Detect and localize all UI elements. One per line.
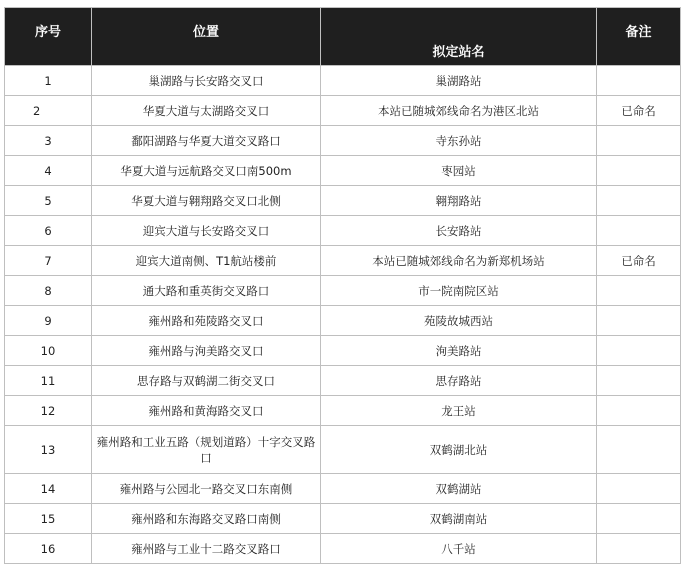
row-number: 2: [5, 96, 92, 126]
row-note: [597, 366, 681, 396]
row-location: 雍州路和工业五路（规划道路）十字交叉路口: [92, 426, 321, 474]
row-proposed-name: 洵美路站: [321, 336, 597, 366]
row-location: 雍州路和黄海路交叉口: [92, 396, 321, 426]
row-proposed-name: 双鹤湖站: [321, 474, 597, 504]
row-note: [597, 306, 681, 336]
row-number: 14: [5, 474, 92, 504]
table-row: [5, 474, 681, 504]
table-header-row: [5, 8, 681, 66]
row-location: 迎宾大道与长安路交叉口: [92, 216, 321, 246]
row-location: 华夏大道与翱翔路交叉口北侧: [92, 186, 321, 216]
row-proposed-name: 本站已随城郊线命名为港区北站: [321, 96, 597, 126]
table-row: [5, 336, 681, 366]
row-number: 4: [5, 156, 92, 186]
row-number: 9: [5, 306, 92, 336]
row-proposed-name: 双鹤湖北站: [321, 426, 597, 474]
row-location: 雍州路与洵美路交叉口: [92, 336, 321, 366]
header-proposed-name: 拟定站名: [321, 8, 597, 66]
row-proposed-name: 双鹤湖南站: [321, 504, 597, 534]
row-note: [597, 186, 681, 216]
table-row: [5, 534, 681, 564]
station-naming-table: [4, 7, 681, 564]
row-location: 巢湖路与长安路交叉口: [92, 66, 321, 96]
row-proposed-name: 巢湖路站: [321, 66, 597, 96]
row-number: 16: [5, 534, 92, 564]
table-row: [5, 306, 681, 336]
table-row: [5, 216, 681, 246]
row-note: [597, 126, 681, 156]
header-number: 序号: [5, 8, 92, 66]
header-note: 备注: [597, 8, 681, 66]
row-number: 12: [5, 396, 92, 426]
row-proposed-name: 寺东孙站: [321, 126, 597, 156]
row-number: 13: [5, 426, 92, 474]
table-row: [5, 276, 681, 306]
row-note: [597, 336, 681, 366]
row-location: 雍州路和东海路交叉路口南侧: [92, 504, 321, 534]
row-note: [597, 504, 681, 534]
row-number: 8: [5, 276, 92, 306]
row-note: [597, 534, 681, 564]
row-note: [597, 276, 681, 306]
row-proposed-name: 苑陵故城西站: [321, 306, 597, 336]
station-table-container: [4, 7, 680, 564]
row-location: 雍州路与工业十二路交叉路口: [92, 534, 321, 564]
table-row: [5, 396, 681, 426]
row-location: 鄱阳湖路与华夏大道交叉路口: [92, 126, 321, 156]
row-proposed-name: 长安路站: [321, 216, 597, 246]
row-proposed-name: 思存路站: [321, 366, 597, 396]
row-note: [597, 66, 681, 96]
row-proposed-name: 本站已随城郊线命名为新郑机场站: [321, 246, 597, 276]
table-row: [5, 66, 681, 96]
row-proposed-name: 龙王站: [321, 396, 597, 426]
row-number: 6: [5, 216, 92, 246]
table-row: [5, 96, 681, 126]
row-note: [597, 216, 681, 246]
table-row: [5, 366, 681, 396]
row-number: 3: [5, 126, 92, 156]
row-proposed-name: 八千站: [321, 534, 597, 564]
table-row: [5, 186, 681, 216]
row-number: 1: [5, 66, 92, 96]
row-location: 雍州路与公园北一路交叉口东南侧: [92, 474, 321, 504]
table-row: [5, 246, 681, 276]
row-location: 迎宾大道南侧、T1航站楼前: [92, 246, 321, 276]
row-location: 通大路和重英街交叉路口: [92, 276, 321, 306]
table-row: [5, 156, 681, 186]
row-location: 雍州路和苑陵路交叉口: [92, 306, 321, 336]
row-proposed-name: 枣园站: [321, 156, 597, 186]
table-body: [5, 66, 681, 564]
table-row: [5, 504, 681, 534]
row-note: 已命名: [597, 246, 681, 276]
row-number: 7: [5, 246, 92, 276]
row-location: 思存路与双鹤湖二街交叉口: [92, 366, 321, 396]
table-row: [5, 426, 681, 474]
row-note: 已命名: [597, 96, 681, 126]
row-note: [597, 156, 681, 186]
row-location: 华夏大道与远航路交叉口南500m: [92, 156, 321, 186]
header-location: 位置: [92, 8, 321, 66]
row-location: 华夏大道与太湖路交叉口: [92, 96, 321, 126]
row-number: 15: [5, 504, 92, 534]
table-row: [5, 126, 681, 156]
row-number: 10: [5, 336, 92, 366]
row-number: 11: [5, 366, 92, 396]
row-note: [597, 474, 681, 504]
row-note: [597, 396, 681, 426]
row-note: [597, 426, 681, 474]
row-proposed-name: 翱翔路站: [321, 186, 597, 216]
row-proposed-name: 市一院南院区站: [321, 276, 597, 306]
row-number: 5: [5, 186, 92, 216]
